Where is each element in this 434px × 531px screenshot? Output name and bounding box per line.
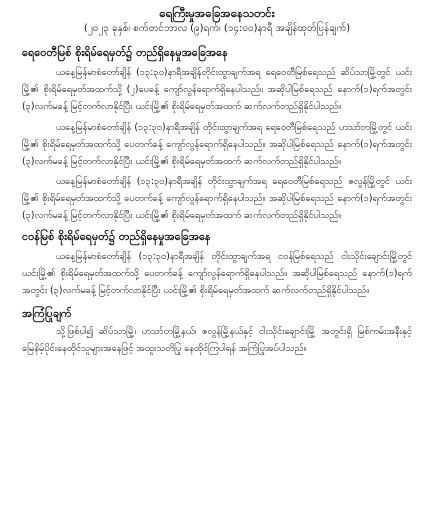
paragraph <box>22 120 412 171</box>
paragraph <box>22 174 412 225</box>
section-heading: ရေဝေတီမြစ် စိုးရိမ်ရေမှတ်၌ တည်ရှိနေမှုအခြေအနေ <box>22 46 228 59</box>
section-heading: ငဝန်မြစ် စိုးရိမ်ရေမှတ်၌ တည်ရှိနေမှုအခြေအနေ <box>22 230 211 244</box>
document-subtitle: (၂၀၂၃ ခုနှစ်၊ စက်တင်ဘာလ (၉)ရက်၊ (၁၄:၀၀)နာရီ အချိန်ထုတ်ပြန်ချက်) <box>83 23 351 34</box>
paragraph <box>22 65 412 116</box>
advice-text: သို့ဖြစ်ပါ၍ ဆိပ်သာမြို့၊ ဟသာ်တမြို့နယ်၊ ဇလွန်မြို့နယ်နှင့် ငါးသိုင်းချောင်းမြို့ အတွင်းရှိ မြစ်ကမ်းအနီးနှင့် မြေနိမ့်ပိုင်းနေထိုင်သူများအနေဖြင့် အထူးသတိပြု နေထိုင်ကြပါရန် အကြံပြုအပ်ပါသည်။ <box>22 325 412 354</box>
paragraph <box>22 249 412 300</box>
section-rivers-2 <box>22 229 412 300</box>
paragraph-text: ယနေ့မြန်မာစံတော်ချိန် (၁၃:၃၀)နာရီအချိန် တိုင်းထွာချက်အရ ရေဝေတီမြစ်ရေသည် ဟသာ်တမြို့တွင် ယင်းမြို့၏ စိုးရိမ်ရေမှတ်အထက်သို့ ပေတက်ခန့် ကျော်လွန်ရောက်ရှိနေပါသည်။ အဆိုပါမြစ်ရေသည် နောက်(၁)ရက်အတွင်း (၃)လက်မခန့် မြင့်တက်လာနိုင်ပြီး ယင်းမြို့၏ စိုးရိမ်ရေမှတ်အထက် ဆက်လက်တည်ရှိနိုင်ပါသည်။ <box>22 121 412 167</box>
paragraph-text: ယနေ့မြန်မာစံတော်ချိန် (၁၃:၃၀)နာရီအချိန် တိုင်းထွာချက်အရ ရေဝေတီမြစ်ရေသည် ဇလွန်မြို့တွင် ယင်းမြို့၏ စိုးရိမ်ရေမှတ်အထက်သို့ ပေတက်ခန့် ကျော်လွန်ရောက်ရှိနေပါသည်။ အဆိုပါမြစ်ရေသည် နောက်(၁)ရက်အတွင်း (၃)လက်မခန့် မြင့်တက်လာနိုင်ပြီး ယင်းမြို့၏ စိုးရိမ်ရေမှတ်အထက် ဆက်လက်တည်ရှိနိုင်ပါသည်။ <box>22 176 412 222</box>
section-rivers-1 <box>22 45 412 225</box>
document-title: ရေကြီးမှုအခြေအနေသတင်း <box>159 6 275 20</box>
paragraph-text: ယနေ့မြန်မာစံတော်ချိန် (၁၃:၃၀)နာရီအချိန်တိုင်းထွာချက်အရ ရေဝေတီမြစ်ရေသည် ဆိပ်သာမြို့တွင် ယင်းမြို့၏ စိုးရိမ်ရေမှတ်အထက်သို့ (၂)ပေခန့် ကျော်လွန်ရောက်ရှိနေပါသည်။ အဆိုပါမြစ်ရေသည် နောက်(၁)ရက်အတွင်း (၃)လက်မခန့် မြင့်တက်လာနိုင်ပြီး ယင်းမြို့၏ စိုးရိမ်ရေမှတ်အထက် ဆက်လက်တည်ရှိနိုင်ပါသည်။ <box>22 67 412 112</box>
advice-heading: အကြံပြုချက် <box>22 306 72 320</box>
advice-section <box>22 306 412 358</box>
paragraph-text: ယနေ့မြန်မာစံတော်ချိန် (၁၃:၃၀)နာရီအချိန် တိုင်းထွာချက်အရ ငဝန်မြစ်ရေသည် ငါးသိုင်းချောင်းမြို့တွင် ယင်းမြို့၏ စိုးရိမ်ရေမှတ်အထက်သို့ ပေတက်ခန့် ကျော်လွန်ရောက်ရှိနေပါသည်။ အဆိုပါမြစ်ရေသည် နောက်(၁)ရက်အတွင်း (၃)လက်မခန့် မြင့်တက်လာနိုင်ပြီး ယင်းမြို့၏ စိုးရိမ်ရေမှတ်အထက် ဆက်လက်တည်ရှိနိုင်ပါသည်။ <box>22 251 412 296</box>
advice-paragraph <box>22 324 412 358</box>
